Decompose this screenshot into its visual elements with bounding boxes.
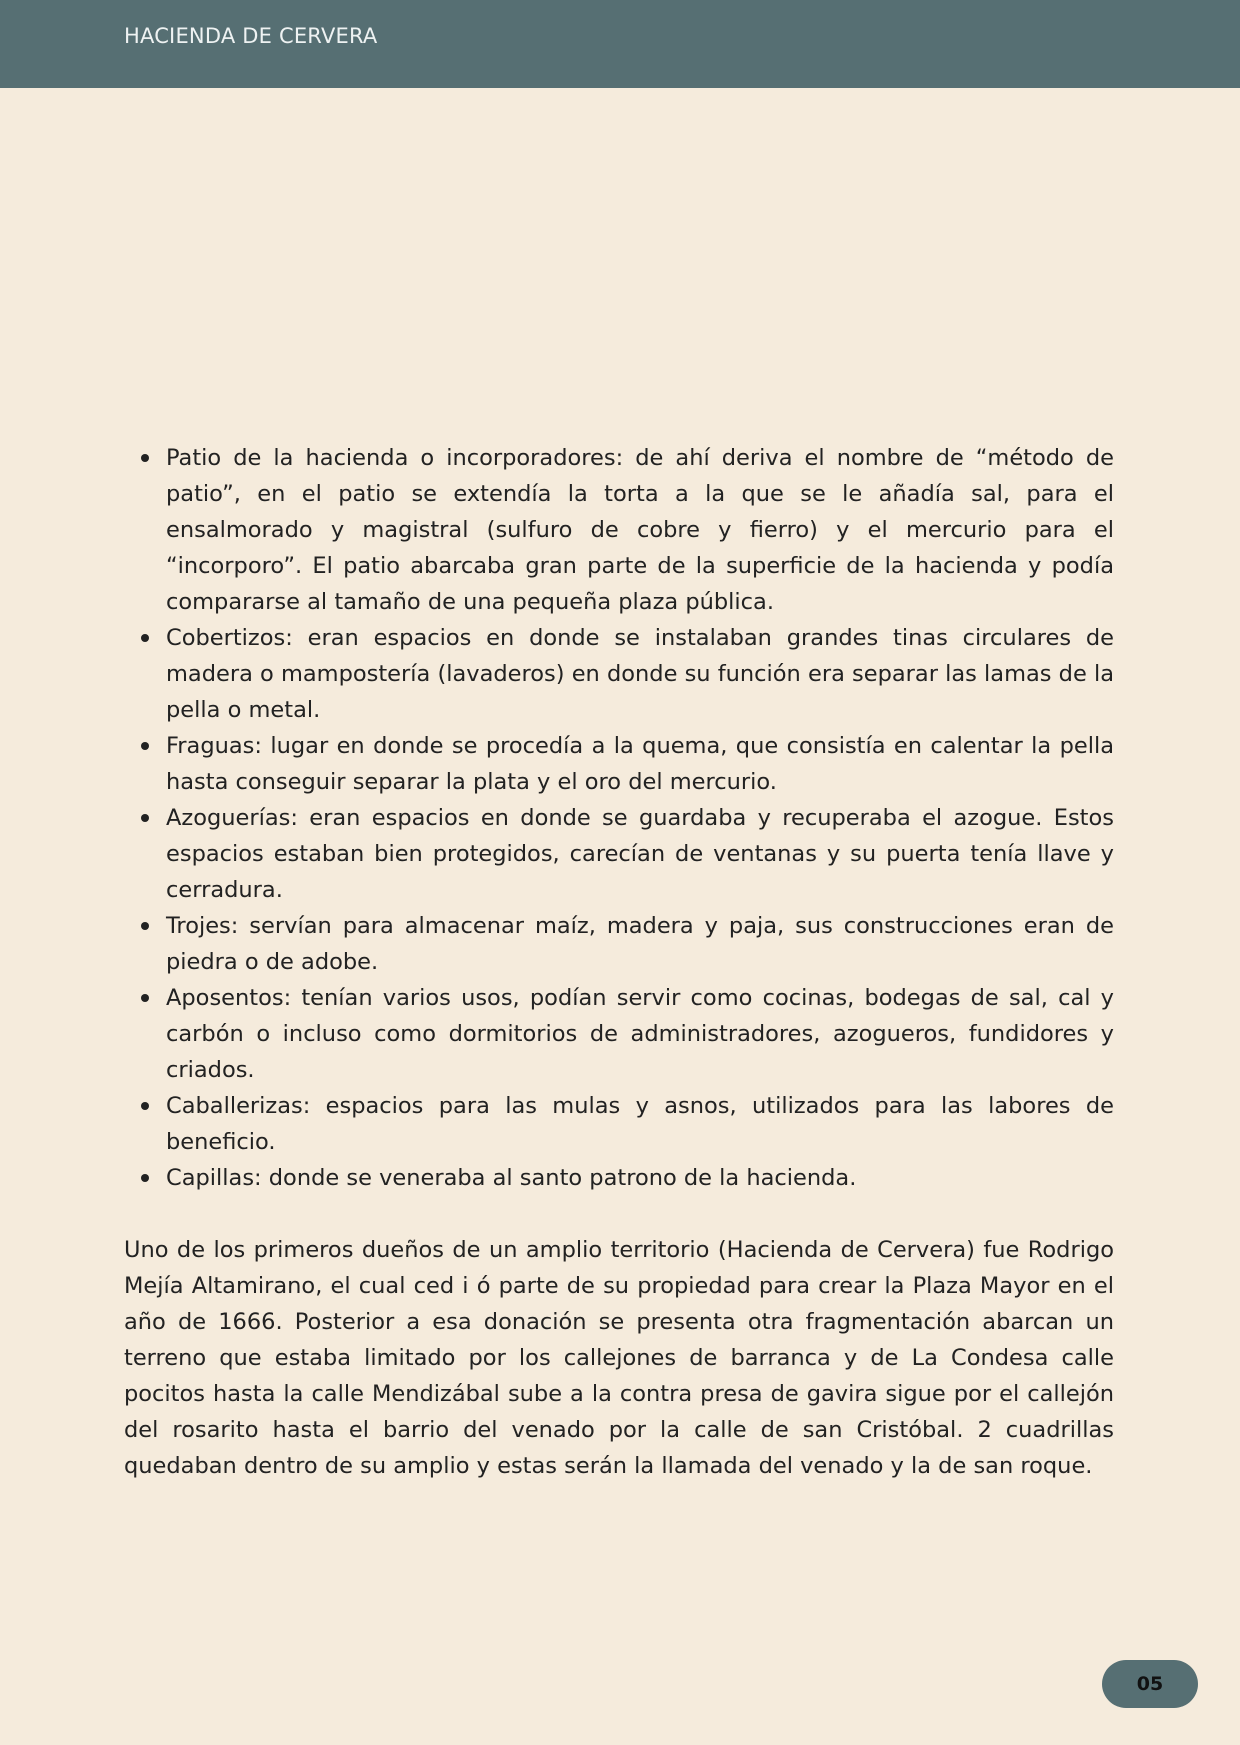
list-item — [124, 1160, 1114, 1196]
bullet-icon — [141, 454, 149, 462]
bullet-icon — [141, 634, 149, 642]
bullet-icon — [141, 742, 149, 750]
list-item — [124, 800, 1114, 908]
list-item-text: Aposentos: tenían varios usos, podían servir como cocinas, bodegas de sal, cal y carbón o incluso como dormitorios de administradores, azogueros, fundidores y criados. — [166, 985, 1114, 1083]
list-item — [124, 440, 1114, 620]
list-item-text: Caballerizas: espacios para las mulas y asnos, utilizados para las labores de beneficio. — [166, 1093, 1114, 1155]
list-item-text: Trojes: servían para almacenar maíz, madera y paja, sus construcciones eran de piedra o de adobe. — [166, 913, 1114, 975]
list-item-text: Cobertizos: eran espacios en donde se instalaban grandes tinas circulares de madera o mampostería (lavaderos) en donde su función era separar las lamas de la pella o metal. — [166, 625, 1114, 723]
list-item — [124, 620, 1114, 728]
list-item — [124, 1088, 1114, 1160]
page-number-badge — [1102, 1660, 1198, 1708]
bullet-icon — [141, 1174, 149, 1182]
body-paragraph: Uno de los primeros dueños de un amplio territorio (Hacienda de Cervera) fue Rodrigo Mejía Altamirano, el cual ced i ó parte de su propiedad para crear la Plaza Mayor en el año de 1666. Posterior a esa donación se presenta otra fragmentación abarcan un terreno que estaba limitado por los callejones de barranca y de La Condesa calle pocitos hasta la calle Mendizábal sube a la contra presa de gavira sigue por el callejón del rosarito hasta el barrio del venado por la calle de san Cristóbal. 2 cuadrillas quedaban dentro de su amplio y estas serán la llamada del venado y la de san roque. — [124, 1237, 1114, 1479]
bullet-icon — [141, 922, 149, 930]
bullet-icon — [141, 994, 149, 1002]
page-number: 05 — [1136, 1673, 1164, 1695]
list-item-text: Capillas: donde se veneraba al santo patrono de la hacienda. — [166, 1165, 857, 1191]
bullet-list — [124, 440, 1114, 1196]
content-body — [124, 440, 1114, 1484]
list-item — [124, 728, 1114, 800]
header-title: HACIENDA DE CERVERA — [124, 24, 378, 48]
header-bar — [0, 0, 1240, 88]
bullet-icon — [141, 814, 149, 822]
bullet-icon — [141, 1102, 149, 1110]
list-item — [124, 908, 1114, 980]
list-item-text: Azoguerías: eran espacios en donde se guardaba y recuperaba el azogue. Estos espacios estaban bien protegidos, carecían de ventanas y su puerta tenía llave y cerradura. — [166, 805, 1114, 903]
list-item-text: Fraguas: lugar en donde se procedía a la quema, que consistía en calentar la pella hasta conseguir separar la plata y el oro del mercurio. — [166, 733, 1114, 795]
list-item-text: Patio de la hacienda o incorporadores: de ahí deriva el nombre de “método de patio”, en el patio se extendía la torta a la que se le añadía sal, para el ensalmorado y magistral (sulfuro de cobre y fierro) y el mercurio para el “incorporo”. El patio abarcaba gran parte de la superficie de la hacienda y podía compararse al tamaño de una pequeña plaza pública. — [166, 445, 1114, 615]
list-item — [124, 980, 1114, 1088]
